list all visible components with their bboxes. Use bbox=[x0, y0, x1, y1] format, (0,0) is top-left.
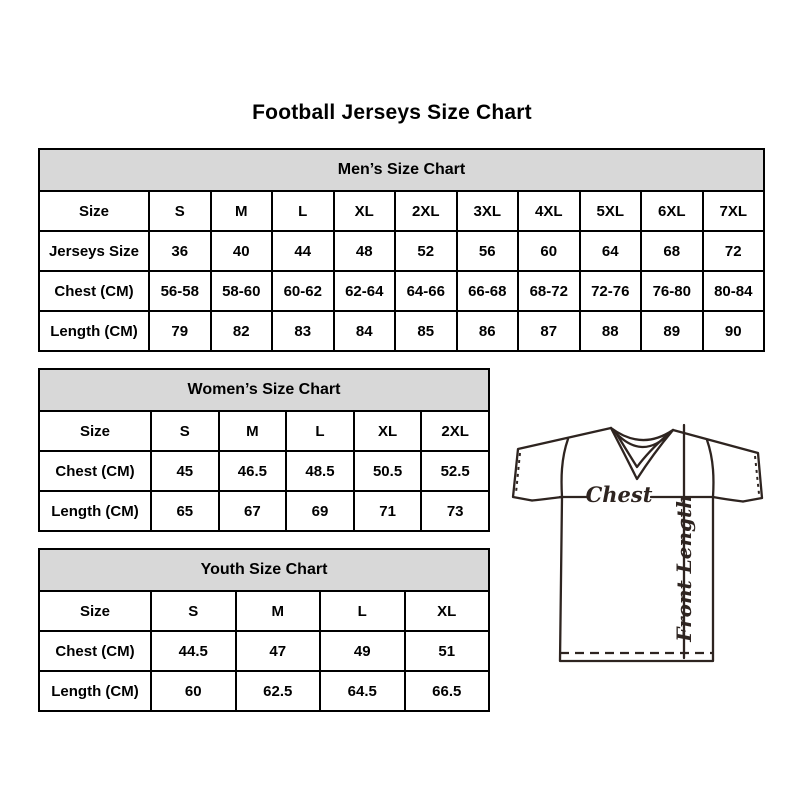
value-cell: 66.5 bbox=[405, 671, 490, 711]
value-cell: 79 bbox=[149, 311, 211, 351]
value-cell: M bbox=[219, 411, 287, 451]
value-cell: 85 bbox=[395, 311, 457, 351]
value-cell: 84 bbox=[334, 311, 396, 351]
value-cell: 66-68 bbox=[457, 271, 519, 311]
value-cell: 49 bbox=[320, 631, 405, 671]
value-cell: 69 bbox=[286, 491, 354, 531]
youth-row-1 bbox=[39, 631, 489, 671]
value-cell: 52.5 bbox=[421, 451, 489, 491]
value-cell: S bbox=[151, 591, 236, 631]
row-label-cell: Chest (CM) bbox=[39, 631, 151, 671]
row-label-cell: Length (CM) bbox=[39, 311, 149, 351]
row-label-cell: Chest (CM) bbox=[39, 271, 149, 311]
value-cell: 36 bbox=[149, 231, 211, 271]
value-cell: 62-64 bbox=[334, 271, 396, 311]
value-cell: 5XL bbox=[580, 191, 642, 231]
value-cell: 56 bbox=[457, 231, 519, 271]
value-cell: 47 bbox=[236, 631, 321, 671]
value-cell: 48 bbox=[334, 231, 396, 271]
value-cell: 72 bbox=[703, 231, 765, 271]
row-label-cell: Size bbox=[39, 591, 151, 631]
value-cell: 3XL bbox=[457, 191, 519, 231]
value-cell: 87 bbox=[518, 311, 580, 351]
value-cell: 64 bbox=[580, 231, 642, 271]
value-cell: 60-62 bbox=[272, 271, 334, 311]
jersey-right-seam bbox=[707, 440, 713, 497]
value-cell: 4XL bbox=[518, 191, 580, 231]
value-cell: S bbox=[151, 411, 219, 451]
value-cell: M bbox=[236, 591, 321, 631]
value-cell: 48.5 bbox=[286, 451, 354, 491]
youth-row-2 bbox=[39, 671, 489, 711]
value-cell: 40 bbox=[211, 231, 273, 271]
men-table-header-row bbox=[39, 149, 764, 191]
men-row-0 bbox=[39, 191, 764, 231]
page-title: Football Jerseys Size Chart bbox=[252, 101, 532, 124]
youth-table-header-row bbox=[39, 549, 489, 591]
value-cell: 2XL bbox=[395, 191, 457, 231]
chest-label: Chest bbox=[585, 482, 653, 507]
women-row-2 bbox=[39, 491, 489, 531]
youth-row-0 bbox=[39, 591, 489, 631]
value-cell: 58-60 bbox=[211, 271, 273, 311]
row-label-cell: Length (CM) bbox=[39, 671, 151, 711]
value-cell: 2XL bbox=[421, 411, 489, 451]
value-cell: XL bbox=[354, 411, 422, 451]
value-cell: 68-72 bbox=[518, 271, 580, 311]
value-cell: 83 bbox=[272, 311, 334, 351]
value-cell: 88 bbox=[580, 311, 642, 351]
row-label-cell: Size bbox=[39, 411, 151, 451]
value-cell: 45 bbox=[151, 451, 219, 491]
value-cell: 72-76 bbox=[580, 271, 642, 311]
women-row-1 bbox=[39, 451, 489, 491]
value-cell: L bbox=[286, 411, 354, 451]
jersey-left-seam bbox=[562, 439, 568, 497]
value-cell: 65 bbox=[151, 491, 219, 531]
women-table-title: Women’s Size Chart bbox=[39, 369, 489, 411]
jersey-right-shoulder-sleeve bbox=[673, 430, 762, 502]
value-cell: 7XL bbox=[703, 191, 765, 231]
value-cell: 89 bbox=[641, 311, 703, 351]
men-row-2 bbox=[39, 271, 764, 311]
value-cell: 44 bbox=[272, 231, 334, 271]
row-label-cell: Size bbox=[39, 191, 149, 231]
row-label-cell: Chest (CM) bbox=[39, 451, 151, 491]
value-cell: 67 bbox=[219, 491, 287, 531]
men-row-1 bbox=[39, 231, 764, 271]
value-cell: XL bbox=[405, 591, 490, 631]
value-cell: 46.5 bbox=[219, 451, 287, 491]
women-table-header-row bbox=[39, 369, 489, 411]
value-cell: XL bbox=[334, 191, 396, 231]
value-cell: 44.5 bbox=[151, 631, 236, 671]
value-cell: 64.5 bbox=[320, 671, 405, 711]
value-cell: 51 bbox=[405, 631, 490, 671]
front-length-label: Front Length bbox=[672, 494, 696, 642]
row-label-cell: Length (CM) bbox=[39, 491, 151, 531]
value-cell: 64-66 bbox=[395, 271, 457, 311]
womens-size-chart-table bbox=[38, 368, 490, 532]
value-cell: 60 bbox=[518, 231, 580, 271]
mens-size-chart-table bbox=[38, 148, 765, 352]
jersey-measurement-diagram bbox=[503, 396, 778, 686]
value-cell: 90 bbox=[703, 311, 765, 351]
value-cell: 50.5 bbox=[354, 451, 422, 491]
women-row-0 bbox=[39, 411, 489, 451]
value-cell: 86 bbox=[457, 311, 519, 351]
value-cell: L bbox=[320, 591, 405, 631]
value-cell: 6XL bbox=[641, 191, 703, 231]
value-cell: 62.5 bbox=[236, 671, 321, 711]
jersey-left-underarm bbox=[532, 497, 562, 501]
youth-size-chart-table bbox=[38, 548, 490, 712]
value-cell: 56-58 bbox=[149, 271, 211, 311]
value-cell: 80-84 bbox=[703, 271, 765, 311]
value-cell: 52 bbox=[395, 231, 457, 271]
value-cell: 76-80 bbox=[641, 271, 703, 311]
value-cell: 60 bbox=[151, 671, 236, 711]
value-cell: 73 bbox=[421, 491, 489, 531]
men-row-3 bbox=[39, 311, 764, 351]
youth-table-title: Youth Size Chart bbox=[39, 549, 489, 591]
row-label-cell: Jerseys Size bbox=[39, 231, 149, 271]
men-table-title: Men’s Size Chart bbox=[39, 149, 764, 191]
value-cell: L bbox=[272, 191, 334, 231]
value-cell: 71 bbox=[354, 491, 422, 531]
value-cell: M bbox=[211, 191, 273, 231]
jersey-right-underarm bbox=[713, 497, 743, 502]
value-cell: 68 bbox=[641, 231, 703, 271]
value-cell: 82 bbox=[211, 311, 273, 351]
value-cell: S bbox=[149, 191, 211, 231]
